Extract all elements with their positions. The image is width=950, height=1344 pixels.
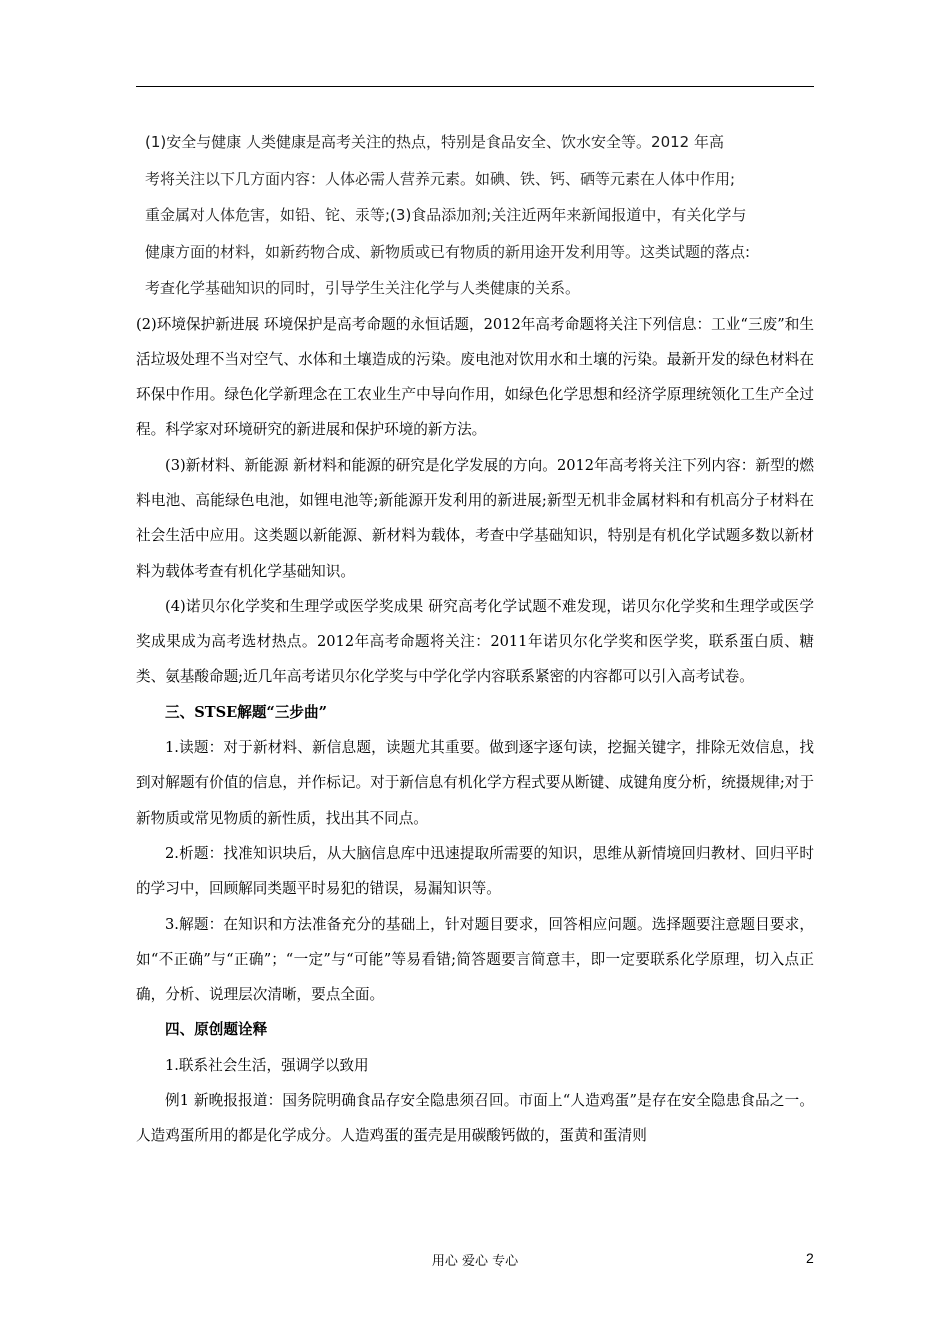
scanned-line: 健康方面的材料，如新药物合成、新物质或已有物质的新用途开发利用等。这类试题的落点: — [145, 242, 751, 261]
page-footer — [0, 1250, 950, 1270]
paragraph-environment: (2)环境保护新进展 环境保护是高考命题的永恒话题，2012年高考命题将关注下列信息：工业“三废”和生活垃圾处理不当对空气、水体和土壤造成的污染。废电池对饮用水和土壤的污染。最新开发的绿色材料在环保中作用。绿色化学新理念在工农业生产中导向作用，如绿色化学思想和经济学原理统领化工生产全过程。科学家对环境研究的新进展和保护环境的新方法。 — [136, 315, 814, 439]
paragraph-example-1: 例1 新晚报报道：国务院明确食品存安全隐患须召回。市面上“人造鸡蛋”是存在安全隐患食品之一。人造鸡蛋所用的都是化学成分。人造鸡蛋的蛋壳是用碳酸钙做的，蛋黄和蛋清则 — [136, 1092, 814, 1145]
heading-original-questions: 四、原创题诠释 — [165, 1021, 268, 1039]
header-rule — [136, 86, 814, 87]
footer-motto: 用心 爱心 专心 — [431, 1254, 519, 1269]
paragraph-analyze: 2.析题：找准知识块后，从大脑信息库中迅速提取所需要的知识，思维从新情境回归教材、回归平时的学习中，回顾解同类题平时易犯的错误，易漏知识等。 — [136, 844, 814, 898]
scanned-paragraph — [136, 124, 814, 307]
scanned-line: 考查化学基础知识的同时，引导学生关注化学与人类健康的关系。 — [145, 279, 581, 297]
scanned-line: 重金属对人体危害，如铅、铊、汞等;(3)食品添加剂;关注近两年来新闻报道中，有关化学与 — [145, 206, 747, 224]
scanned-line: (1)安全与健康 人类健康是高考关注的热点，特别是食品安全、饮水安全等。2012 年高 — [145, 133, 724, 151]
paragraph-read: 1.读题：对于新材料、新信息题，读题尤其重要。做到逐字逐句读，挖掘关键字，排除无效信息，找到对解题有价值的信息，并作标记。对于新信息有机化学方程式要从断键、成键角度分析，统摄规律;对于新物质或常见物质的新性质，找出其不同点。 — [136, 739, 814, 827]
scanned-line: 考将关注以下几方面内容：人体必需人营养元素。如碘、铁、钙、硒等元素在人体中作用; — [145, 169, 736, 188]
paragraph-subheading-social-life: 1.联系社会生活，强调学以致用 — [165, 1056, 369, 1074]
page-number: 2 — [806, 1250, 814, 1266]
page-body — [136, 124, 814, 1154]
paragraph-new-materials: (3)新材料、新能源 新材料和能源的研究是化学发展的方向。2012年高考将关注下列内容：新型的燃料电池、高能绿色电池，如锂电池等;新能源开发利用的新进展;新型无机非金属材料和有机高分子材料在社会生活中应用。这类题以新能源、新材料为载体，考查中学基础知识，特别是有机化学试题多数以新材料为载体考查有机化学基础知识。 — [136, 456, 814, 580]
paragraph-solve: 3.解题：在知识和方法准备充分的基础上，针对题目要求，回答相应问题。选择题要注意题目要求，如“不正确”与“正确”；“一定”与“可能”等易看错;简答题要言简意丰，即一定要联系化学原理，切入点正确，分析、说理层次清晰，要点全面。 — [136, 915, 814, 1004]
paragraph-nobel: (4)诺贝尔化学奖和生理学或医学奖成果 研究高考化学试题不难发现，诺贝尔化学奖和生理学或医学奖成果成为高考选材热点。2012年高考命题将关注：2011年诺贝尔化学奖和医学奖，联系蛋白质、糖类、氨基酸命题;近几年高考诺贝尔化学奖与中学化学内容联系紧密的内容都可以引入高考试卷。 — [136, 597, 814, 686]
heading-stse-three-steps: 三、STSE解题“三步曲” — [165, 703, 328, 721]
